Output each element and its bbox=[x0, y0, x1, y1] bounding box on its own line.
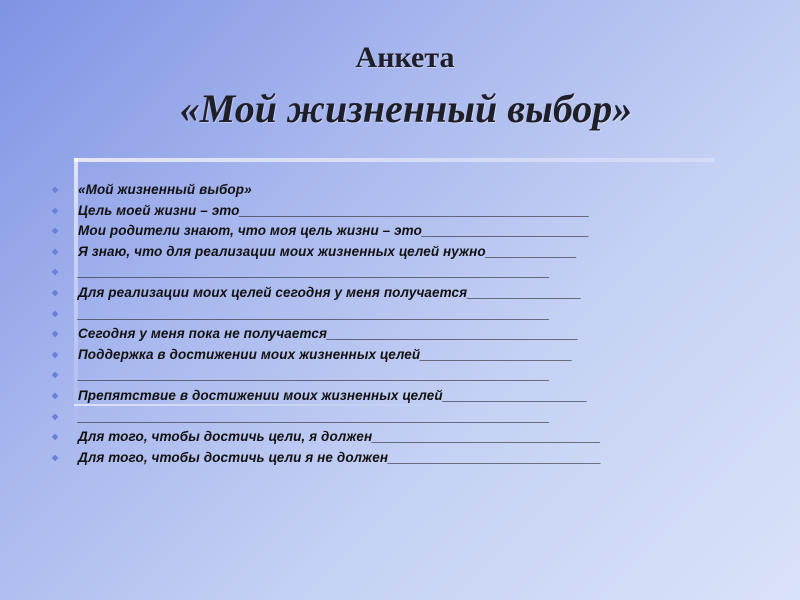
diamond-bullet-icon: ◆ bbox=[52, 226, 59, 236]
diamond-bullet-icon: ◆ bbox=[52, 205, 59, 215]
list-item bbox=[50, 365, 770, 386]
diamond-bullet-icon: ◆ bbox=[52, 411, 59, 421]
list-item bbox=[50, 180, 770, 201]
list-item bbox=[50, 201, 770, 222]
list-item-text: Для реализации моих целей сегодня у меня получается_______________ bbox=[78, 284, 582, 300]
list-item-text: Мои родители знают, что моя цель жизни – это______________________ bbox=[78, 223, 590, 239]
title-line-1: Анкета bbox=[355, 41, 455, 74]
decorative-horizontal-line bbox=[74, 158, 714, 162]
list-item-text: Для того, чтобы достичь цели, я должен______________________________ bbox=[78, 429, 601, 445]
list-item bbox=[50, 427, 770, 448]
diamond-bullet-icon: ◆ bbox=[52, 267, 59, 277]
list-item bbox=[50, 304, 770, 325]
diamond-bullet-icon: ◆ bbox=[52, 432, 59, 442]
list-item-text: Я знаю, что для реализации моих жизненных целей нужно____________ bbox=[78, 243, 577, 259]
list-item-text: ______________________________________________________________ bbox=[78, 367, 550, 383]
list-item-text: Поддержка в достижении моих жизненных целей____________________ bbox=[78, 346, 573, 362]
diamond-bullet-icon: ◆ bbox=[52, 370, 59, 380]
diamond-bullet-icon: ◆ bbox=[52, 185, 59, 194]
list-item bbox=[50, 345, 770, 366]
questionnaire-list bbox=[50, 180, 770, 468]
list-item bbox=[50, 386, 770, 407]
list-item-text: Цель моей жизни – это______________________________________________ bbox=[78, 202, 590, 218]
list-item bbox=[50, 262, 770, 283]
list-item-text: ______________________________________________________________ bbox=[78, 305, 550, 321]
list-item bbox=[50, 407, 770, 428]
diamond-bullet-icon: ◆ bbox=[52, 308, 59, 318]
list-item-text: ______________________________________________________________ bbox=[78, 264, 550, 280]
list-item-text: Препятствие в достижении моих жизненных целей___________________ bbox=[78, 387, 588, 403]
list-item bbox=[50, 283, 770, 304]
slide-title bbox=[0, 40, 800, 134]
list-item-text: Для того, чтобы достичь цели я не должен____________________________ bbox=[78, 449, 602, 465]
diamond-bullet-icon: ◆ bbox=[52, 390, 59, 400]
list-item bbox=[50, 324, 770, 345]
diamond-bullet-icon: ◆ bbox=[52, 329, 59, 339]
diamond-bullet-icon: ◆ bbox=[52, 246, 59, 256]
list-item bbox=[50, 242, 770, 263]
list-item-text: «Мой жизненный выбор» bbox=[78, 182, 252, 197]
list-item bbox=[50, 221, 770, 242]
list-item bbox=[50, 448, 770, 469]
title-line-2: «Мой жизненный выбор» bbox=[179, 86, 633, 131]
list-item-text: ______________________________________________________________ bbox=[78, 408, 550, 424]
diamond-bullet-icon: ◆ bbox=[52, 349, 59, 359]
diamond-bullet-icon: ◆ bbox=[52, 452, 59, 462]
list-item-text: Сегодня у меня пока не получается_________________________________ bbox=[78, 326, 579, 342]
diamond-bullet-icon: ◆ bbox=[52, 287, 59, 297]
